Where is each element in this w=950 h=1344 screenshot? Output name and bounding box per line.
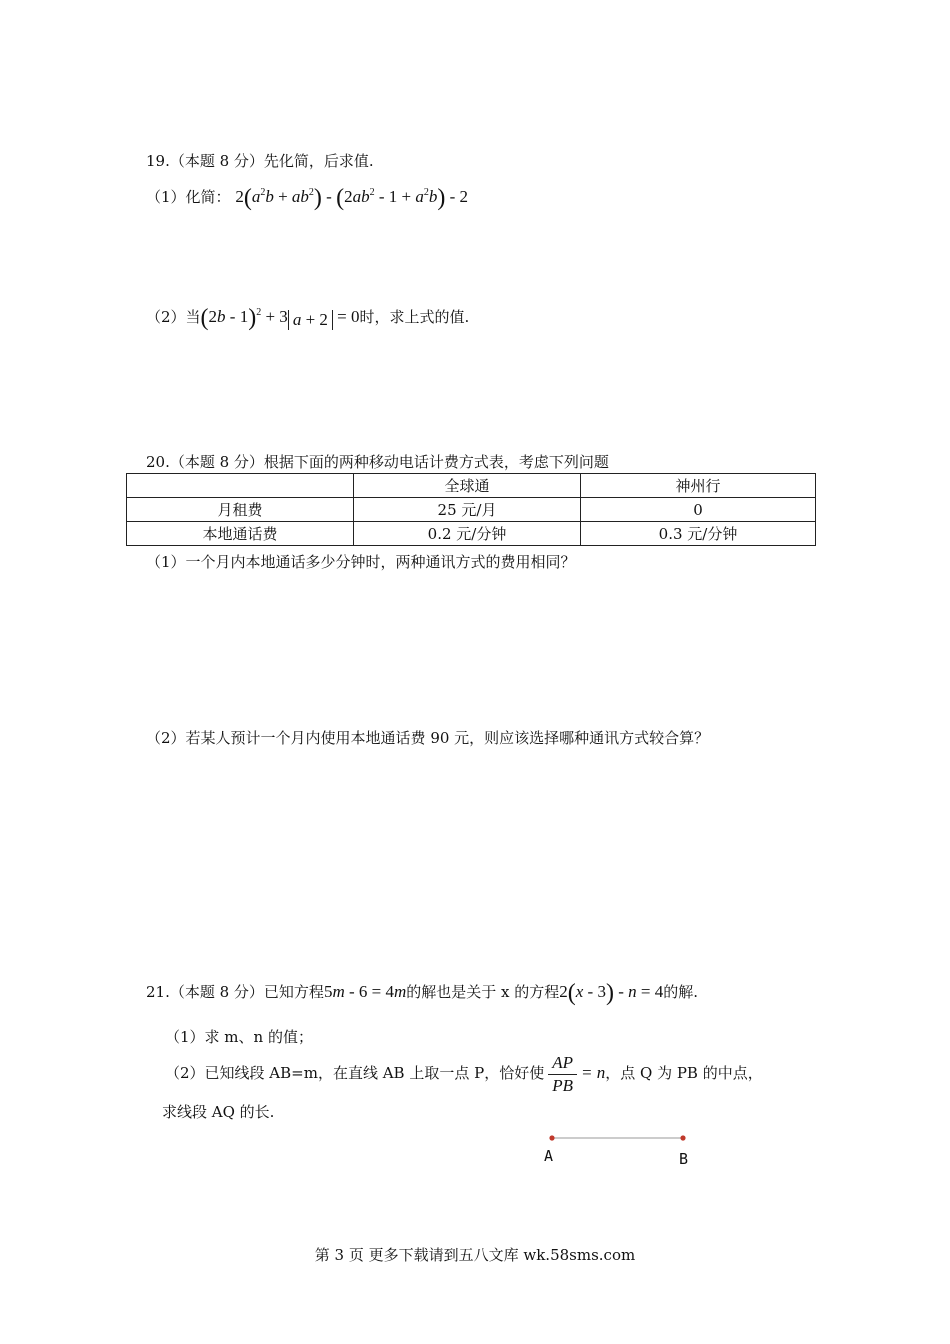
q20-part2: （2）若某人预计一个月内使用本地通话费 90 元，则应该选择哪种通讯方式较合算？ xyxy=(146,729,710,747)
q19-part2 xyxy=(146,306,469,330)
table-row xyxy=(127,498,816,522)
table-row xyxy=(127,522,816,546)
q19-part1 xyxy=(146,186,468,209)
q21-heading-b: 的解也是关于 x 的方程 xyxy=(406,983,560,1001)
segment-ab-figure xyxy=(545,1132,705,1144)
point-a-dot xyxy=(549,1135,554,1140)
q21-part2 xyxy=(165,1050,763,1097)
q19-condition-expression: (2b - 1)$^2$ + 3 a + 2 = 0 xyxy=(200,305,360,331)
ap-over-pb-fraction xyxy=(548,1052,577,1097)
table-cell xyxy=(127,474,354,498)
q21-heading-c: 的解. xyxy=(663,983,699,1001)
q19-part2-label: （2）当 xyxy=(146,308,201,326)
table-cell: 月租费 xyxy=(127,498,354,522)
fee-table xyxy=(126,473,816,546)
q19-part1-label: （1）化简： xyxy=(146,188,231,206)
q19-simplify-expression: $2(a^2b + ab^2) - (2ab^2 - 1 + a^2b) - 2$ xyxy=(235,185,469,211)
q21-part2-continued: 求线段 AQ 的长. xyxy=(162,1103,275,1121)
q21-heading xyxy=(146,981,698,1004)
table-cell: 本地通话费 xyxy=(127,522,354,546)
q20-heading: 20.（本题 8 分）根据下面的两种移动电话计费方式表，考虑下列问题 xyxy=(146,453,609,471)
point-b-dot xyxy=(680,1135,685,1140)
fraction-numerator: AP xyxy=(548,1052,577,1075)
q19-part2-tail: 时，求上式的值. xyxy=(359,308,470,326)
page-footer: 第 3 页 更多下载请到五八文库 wk.58sms.com xyxy=(314,1246,636,1264)
table-header-quanqiutong: 全球通 xyxy=(354,474,581,498)
q21-part2-a: （2）已知线段 AB=m，在直线 AB 上取一点 P，恰好使 xyxy=(165,1064,545,1082)
q20-part1: （1）一个月内本地通话多少分钟时，两种通讯方式的费用相同？ xyxy=(146,553,576,571)
fraction-rhs: = n xyxy=(581,1063,606,1082)
point-a-label: A xyxy=(544,1147,554,1165)
table-cell: 0.3 元/分钟 xyxy=(581,522,816,546)
table-header-row xyxy=(127,474,816,498)
fraction-denominator: PB xyxy=(552,1075,573,1095)
table-header-shenzhouxing: 神州行 xyxy=(581,474,816,498)
q21-part1: （1）求 m、n 的值； xyxy=(165,1028,313,1046)
q21-equation-2: 2(x - 3) - n = 4 xyxy=(559,980,664,1006)
point-b-label: B xyxy=(679,1150,689,1168)
q21-equation-1: 5m - 6 = 4m xyxy=(323,982,407,1001)
q21-heading-a: 21.（本题 8 分）已知方程 xyxy=(146,983,324,1001)
table-cell: 0.2 元/分钟 xyxy=(354,522,581,546)
table-cell: 25 元/月 xyxy=(354,498,581,522)
q21-part2-b: ，点 Q 为 PB 的中点， xyxy=(605,1064,763,1082)
table-cell: 0 xyxy=(581,498,816,522)
q19-heading: 19.（本题 8 分）先化简，后求值. xyxy=(146,152,374,170)
